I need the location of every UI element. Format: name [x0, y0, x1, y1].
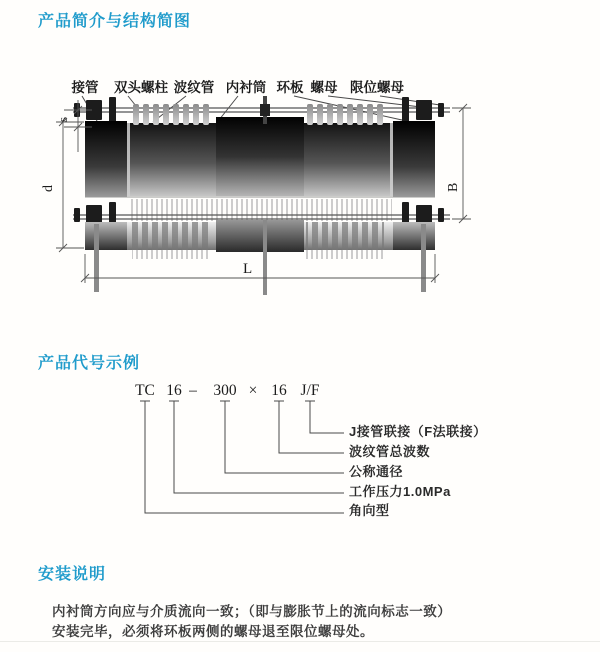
part-label-pipe-end: 接管	[71, 80, 99, 95]
right-end-cap	[393, 121, 435, 197]
part-label-bellows: 波纹管	[173, 80, 215, 95]
legend-pressure: 工作压力1.0MPa	[349, 484, 451, 499]
joint-upper-half	[85, 96, 435, 197]
code-token-pressure: 16	[166, 382, 182, 399]
joint-lower-half	[73, 199, 450, 295]
hanging-stud-center	[263, 220, 267, 295]
code-token-type: TC	[135, 382, 155, 399]
lower-liner-section	[216, 220, 304, 252]
dimension-B	[452, 104, 471, 223]
section-title-installation: 安装说明	[38, 566, 107, 583]
legend-connection: J接管联接（F法联接）	[349, 424, 487, 439]
code-token-dash: –	[189, 382, 197, 399]
legend-type: 角向型	[349, 503, 390, 518]
part-label-ring-plate: 环板	[276, 80, 304, 95]
section-title-intro: 产品简介与结构简图	[38, 13, 192, 30]
part-label-liner: 内衬筒	[225, 80, 267, 95]
hanging-stud-left	[94, 224, 99, 292]
dim-label-s: s	[55, 116, 70, 122]
legend-diameter: 公称通径	[349, 464, 404, 479]
installation-line-1: 内衬筒方向应与介质流向一致；（即与膨胀节上的流向标志一致）	[52, 604, 452, 619]
code-token-connection: J/F	[300, 382, 320, 399]
part-label-stud: 双头螺柱	[114, 80, 168, 95]
code-token-waves: 16	[271, 382, 287, 399]
bellows-ribs-left	[133, 104, 209, 125]
code-token-diameter: 300	[213, 382, 237, 399]
diagram-part-labels	[71, 79, 405, 95]
hanging-stud-right	[421, 224, 426, 292]
bottom-divider	[0, 641, 600, 642]
part-label-limit-nut: 限位螺母	[350, 80, 404, 95]
installation-line-2: 安装完毕，必须将环板两侧的螺母退至限位螺母处。	[52, 624, 374, 639]
dimension-d	[56, 118, 84, 252]
dim-label-d: d	[41, 185, 56, 192]
bellows-skirt-lines	[128, 199, 392, 221]
left-end-cap	[85, 121, 127, 197]
liner-section	[216, 117, 304, 196]
dim-label-L: L	[243, 261, 253, 277]
part-label-nut: 螺母	[310, 80, 338, 95]
dim-label-B: B	[446, 182, 461, 192]
structure-diagram	[40, 60, 500, 310]
legend-waves: 波纹管总波数	[349, 444, 431, 459]
code-token-times: ×	[248, 382, 258, 399]
section-title-code-example: 产品代号示例	[38, 355, 141, 372]
